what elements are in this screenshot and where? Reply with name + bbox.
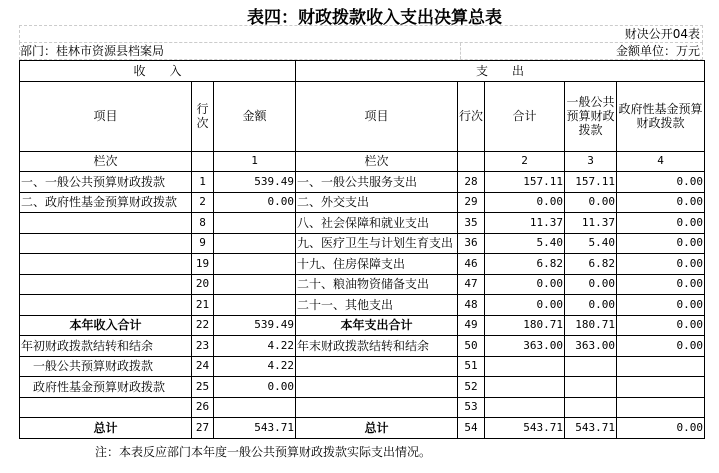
cell-general: 180.71 <box>565 315 617 336</box>
column-index-row <box>20 151 705 172</box>
header-general: 一般公共预算财政拨款 <box>565 81 617 151</box>
index-4: 4 <box>617 151 705 172</box>
cell-ex-item: 十九、住房保障支出 <box>296 254 458 275</box>
cell-in-line: 22 <box>192 315 214 336</box>
cell-in-item <box>20 254 192 275</box>
cell-ex-item: 九、医疗卫生与计划生育支出 <box>296 233 458 254</box>
cell-fund: 0.00 <box>617 336 705 357</box>
cell-in-amt: 539.49 <box>214 172 296 193</box>
cell-fund <box>617 377 705 398</box>
cell-in-amt <box>214 254 296 275</box>
cell-in-line: 26 <box>192 397 214 418</box>
meta-row <box>19 42 703 60</box>
cell-ex-item: 一、一般公共服务支出 <box>296 172 458 193</box>
cell-in-item <box>20 295 192 316</box>
cell-ex-line: 49 <box>458 315 485 336</box>
cell-ex-line: 54 <box>458 418 485 439</box>
cell-general: 6.82 <box>565 254 617 275</box>
table-row <box>20 418 705 439</box>
cell-ex-item: 总计 <box>296 418 458 439</box>
cell-ex-line: 52 <box>458 377 485 398</box>
cell-total: 0.00 <box>485 295 565 316</box>
cell-general: 0.00 <box>565 274 617 295</box>
table-row <box>20 254 705 275</box>
cell-fund: 0.00 <box>617 418 705 439</box>
index-label: 栏次 <box>20 151 192 172</box>
table-row <box>20 172 705 193</box>
header-item2: 项目 <box>296 81 458 151</box>
cell-ex-item: 二、外交支出 <box>296 192 458 213</box>
cell-fund <box>617 356 705 377</box>
cell-ex-line: 48 <box>458 295 485 316</box>
cell-ex-line: 35 <box>458 213 485 234</box>
cell-in-item: 总计 <box>20 418 192 439</box>
cell-in-item: 年初财政拨款结转和结余 <box>20 336 192 357</box>
cell-in-line: 23 <box>192 336 214 357</box>
cell-ex-item: 本年支出合计 <box>296 315 458 336</box>
cell-in-amt: 543.71 <box>214 418 296 439</box>
header-total: 合计 <box>485 81 565 151</box>
cell-total: 6.82 <box>485 254 565 275</box>
cell-in-line: 2 <box>192 192 214 213</box>
cell-total <box>485 356 565 377</box>
cell-ex-line: 29 <box>458 192 485 213</box>
table-row <box>20 274 705 295</box>
table-row <box>20 397 705 418</box>
table-row <box>20 192 705 213</box>
cell-general <box>565 377 617 398</box>
cell-in-item: 政府性基金预算财政拨款 <box>20 377 192 398</box>
cell-total <box>485 377 565 398</box>
cell-in-amt: 4.22 <box>214 336 296 357</box>
cell-fund <box>617 397 705 418</box>
cell-in-item <box>20 233 192 254</box>
cell-ex-line: 50 <box>458 336 485 357</box>
cell-in-line: 1 <box>192 172 214 193</box>
index-2: 2 <box>485 151 565 172</box>
cell-in-amt <box>214 274 296 295</box>
cell-fund: 0.00 <box>617 213 705 234</box>
table-row <box>20 233 705 254</box>
cell-in-line: 25 <box>192 377 214 398</box>
cell-in-amt <box>214 213 296 234</box>
cell-total: 180.71 <box>485 315 565 336</box>
cell-general: 5.40 <box>565 233 617 254</box>
form-number: 财决公开04表 <box>19 25 703 43</box>
cell-ex-item: 年末财政拨款结转和结余 <box>296 336 458 357</box>
cell-total: 11.37 <box>485 213 565 234</box>
cell-total: 0.00 <box>485 274 565 295</box>
cell-in-line: 21 <box>192 295 214 316</box>
empty-cell <box>192 151 214 172</box>
cell-ex-line: 51 <box>458 356 485 377</box>
empty-cell <box>458 151 485 172</box>
cell-fund: 0.00 <box>617 172 705 193</box>
page-title: 表四：财政拨款收入支出决算总表 <box>247 8 502 28</box>
cell-in-item <box>20 397 192 418</box>
index-3: 3 <box>565 151 617 172</box>
cell-in-amt: 539.49 <box>214 315 296 336</box>
cell-ex-line: 53 <box>458 397 485 418</box>
cell-ex-item <box>296 377 458 398</box>
cell-general: 0.00 <box>565 295 617 316</box>
table-row <box>20 295 705 316</box>
cell-fund: 0.00 <box>617 192 705 213</box>
cell-ex-item: 八、社会保障和就业支出 <box>296 213 458 234</box>
header-item: 项目 <box>20 81 192 151</box>
cell-in-item: 二、政府性基金预算财政拨款 <box>20 192 192 213</box>
cell-in-line: 9 <box>192 233 214 254</box>
cell-in-line: 8 <box>192 213 214 234</box>
cell-in-line: 20 <box>192 274 214 295</box>
cell-in-amt: 0.00 <box>214 192 296 213</box>
cell-ex-item <box>296 397 458 418</box>
cell-in-item <box>20 274 192 295</box>
income-section-header: 收 入 <box>20 61 296 82</box>
cell-general: 543.71 <box>565 418 617 439</box>
cell-total: 543.71 <box>485 418 565 439</box>
cell-in-amt <box>214 233 296 254</box>
table-row <box>20 315 705 336</box>
header-line: 行次 <box>192 81 214 151</box>
cell-total: 363.00 <box>485 336 565 357</box>
table-row <box>20 336 705 357</box>
column-header-row <box>20 81 705 151</box>
cell-general <box>565 356 617 377</box>
cell-fund: 0.00 <box>617 274 705 295</box>
cell-ex-line: 46 <box>458 254 485 275</box>
cell-fund: 0.00 <box>617 295 705 316</box>
unit-label: 金额单位：万元 <box>615 44 700 58</box>
cell-ex-line: 28 <box>458 172 485 193</box>
cell-fund: 0.00 <box>617 254 705 275</box>
cell-general: 0.00 <box>565 192 617 213</box>
cell-total: 0.00 <box>485 192 565 213</box>
cell-in-item <box>20 213 192 234</box>
cell-general: 11.37 <box>565 213 617 234</box>
cell-in-amt: 0.00 <box>214 377 296 398</box>
cell-ex-line: 47 <box>458 274 485 295</box>
expense-section-header: 支 出 <box>296 61 705 82</box>
header-line2: 行次 <box>458 81 485 151</box>
cell-in-item: 一、一般公共预算财政拨款 <box>20 172 192 193</box>
cell-general <box>565 397 617 418</box>
cell-in-amt <box>214 397 296 418</box>
cell-ex-line: 36 <box>458 233 485 254</box>
header-fund: 政府性基金预算财政拨款 <box>617 81 705 151</box>
cell-ex-item: 二十一、其他支出 <box>296 295 458 316</box>
cell-in-line: 24 <box>192 356 214 377</box>
header-amount: 金额 <box>214 81 296 151</box>
index-1: 1 <box>214 151 296 172</box>
cell-in-amt: 4.22 <box>214 356 296 377</box>
table-row <box>20 377 705 398</box>
department-label: 部门：桂林市资源县档案局 <box>20 44 165 58</box>
appropriation-table <box>19 60 705 439</box>
cell-total: 5.40 <box>485 233 565 254</box>
table-row <box>20 356 705 377</box>
divider <box>460 43 461 59</box>
cell-general: 363.00 <box>565 336 617 357</box>
cell-fund: 0.00 <box>617 233 705 254</box>
cell-total <box>485 397 565 418</box>
cell-in-line: 27 <box>192 418 214 439</box>
cell-in-line: 19 <box>192 254 214 275</box>
cell-ex-item <box>296 356 458 377</box>
cell-general: 157.11 <box>565 172 617 193</box>
section-header-row <box>20 61 705 82</box>
table-row <box>20 213 705 234</box>
cell-in-item: 一般公共预算财政拨款 <box>20 356 192 377</box>
index-label2: 栏次 <box>296 151 458 172</box>
footnote: 注：本表反应部门本年度一般公共预算财政拨款实际支出情况。 <box>95 445 432 459</box>
cell-total: 157.11 <box>485 172 565 193</box>
cell-fund: 0.00 <box>617 315 705 336</box>
cell-ex-item: 二十、粮油物资储备支出 <box>296 274 458 295</box>
cell-in-amt <box>214 295 296 316</box>
cell-in-item: 本年收入合计 <box>20 315 192 336</box>
